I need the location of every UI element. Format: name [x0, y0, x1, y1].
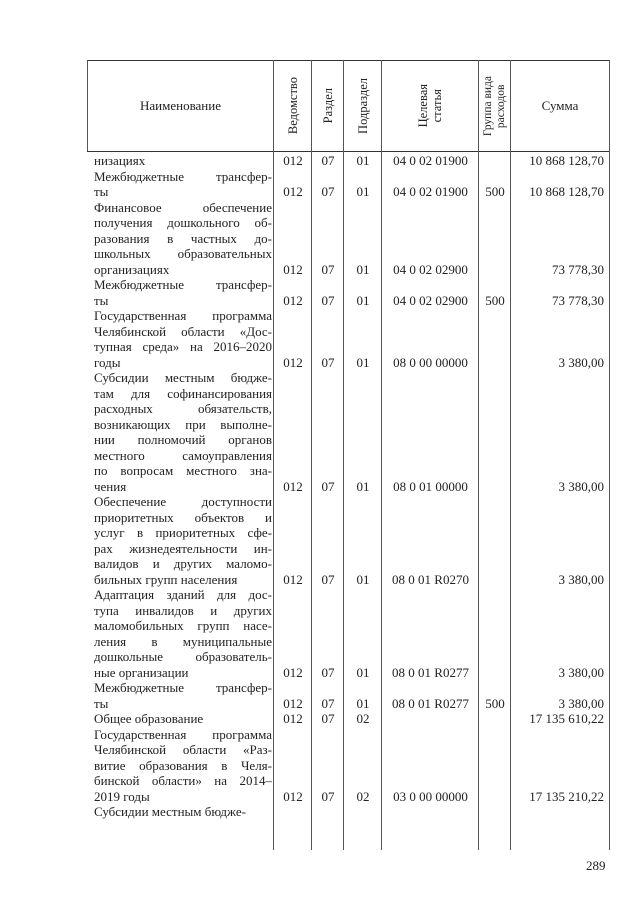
name-line: маломобильных групп насе- [94, 618, 272, 633]
name-line: Межбюджетные трансфер- [94, 168, 272, 184]
celevaya-cell: 04 0 02 01900 [393, 184, 468, 199]
celevaya-cell: 04 0 02 01900 [393, 153, 468, 168]
podrazdel-cell: 01 [356, 292, 370, 308]
name-cell [94, 200, 272, 278]
gruppa-cell: 500 [485, 184, 505, 199]
table-row [87, 680, 610, 711]
header-bottom-border [87, 151, 610, 152]
table-row [87, 308, 610, 370]
summa-cell: 3 380,00 [558, 571, 604, 587]
header-name-label: Наименование [140, 98, 221, 113]
celevaya-cell: 08 0 01 R0277 [392, 695, 469, 711]
razdel-cell: 07 [321, 788, 335, 804]
razdel-cell: 07 [321, 292, 335, 308]
summa-cell: 3 380,00 [558, 478, 604, 494]
name-line: ты [94, 184, 109, 199]
name-line: Общее образование [94, 711, 204, 726]
name-line: Субсидии местным бюдже- [94, 804, 246, 819]
name-line: Государственная программа [94, 726, 272, 742]
table-row [87, 169, 610, 200]
podrazdel-cell: 01 [356, 571, 370, 587]
celevaya-cell: 08 0 01 R0277 [392, 664, 469, 680]
razdel-cell: 07 [321, 695, 335, 711]
celevaya-cell: 04 0 02 02900 [393, 261, 468, 277]
summa-cell: 73 778,30 [552, 292, 604, 308]
name-line: 2019 годы [94, 788, 150, 804]
header-celevaya-line: Целевая [416, 84, 430, 128]
name-line: валидов и других маломо- [94, 556, 272, 571]
header-podrazdel [344, 61, 381, 151]
header-name [88, 61, 273, 151]
summa-cell: 3 380,00 [558, 354, 604, 370]
name-line: Челябинской области «Раз- [94, 742, 272, 757]
name-line: ты [94, 292, 109, 308]
vedomstvo-cell: 012 [283, 354, 303, 370]
name-cell [94, 804, 272, 820]
razdel-cell: 07 [321, 354, 335, 370]
name-line: дошкольные образователь- [94, 649, 272, 664]
table-row [87, 804, 610, 820]
name-line: по вопросам местного зна- [94, 463, 272, 478]
vedomstvo-cell: 012 [283, 664, 303, 680]
summa-cell: 10 868 128,70 [529, 184, 604, 199]
podrazdel-cell: 01 [356, 478, 370, 494]
celevaya-cell: 03 0 00 00000 [393, 788, 468, 804]
name-cell [94, 277, 272, 308]
name-line: Финансовое обеспечение [94, 199, 272, 215]
table-row [87, 370, 610, 494]
table-row [87, 200, 610, 278]
name-cell [94, 153, 272, 169]
name-line: Челябинской области «Дос- [94, 323, 272, 339]
vedomstvo-cell: 012 [283, 184, 303, 199]
name-line: тупа инвалидов и других [94, 602, 272, 618]
vedomstvo-cell: 012 [283, 261, 303, 277]
summa-cell: 17 135 610,22 [529, 711, 604, 726]
name-line: рах жизнедеятельности ин- [94, 540, 272, 556]
gruppa-cell: 500 [485, 292, 505, 308]
name-line: местного самоуправления [94, 447, 272, 463]
vedomstvo-cell: 012 [283, 292, 303, 308]
podrazdel-cell: 01 [356, 184, 370, 199]
gruppa-cell: 500 [485, 695, 505, 711]
header-gruppa-line: Группа вида [481, 75, 494, 137]
name-line: расходных обязательств, [94, 401, 272, 416]
name-line: годы [94, 354, 121, 370]
vedomstvo-cell: 012 [283, 153, 303, 168]
name-cell [94, 169, 272, 200]
budget-table [87, 60, 610, 850]
table-row [87, 494, 610, 587]
podrazdel-cell: 01 [356, 354, 370, 370]
name-cell [94, 727, 272, 805]
name-cell [94, 370, 272, 494]
table-row [87, 587, 610, 680]
name-line: получения дошкольного об- [94, 215, 272, 230]
header-razdel-label: Раздел [320, 88, 335, 124]
celevaya-cell: 08 0 01 00000 [393, 478, 468, 494]
name-cell [94, 494, 272, 587]
name-line: разования в частных до- [94, 230, 272, 246]
name-line: Субсидии местным бюдже- [94, 370, 272, 385]
name-line: Межбюджетные трансфер- [94, 277, 272, 292]
celevaya-cell: 08 0 00 00000 [393, 354, 468, 370]
razdel-cell: 07 [321, 664, 335, 680]
header-summa-label: Сумма [541, 98, 579, 113]
name-cell [94, 680, 272, 711]
name-line: низациях [94, 153, 146, 168]
name-line: витие образования в Челя- [94, 757, 272, 773]
name-line: нии полномочий органов [94, 432, 272, 447]
name-line: бильных групп населения [94, 571, 238, 587]
razdel-cell: 07 [321, 711, 335, 726]
header-gruppa-line: расходов [494, 84, 507, 128]
summa-cell: 10 868 128,70 [529, 153, 604, 168]
header-celevaya-label [416, 84, 444, 127]
name-line: организациях [94, 261, 170, 277]
name-line: Межбюджетные трансфер- [94, 680, 272, 695]
podrazdel-cell: 02 [356, 788, 370, 804]
header-celevaya-line: статья [430, 89, 444, 123]
table-row [87, 727, 610, 805]
summa-cell: 73 778,30 [552, 261, 604, 277]
vedomstvo-cell: 012 [283, 695, 303, 711]
summa-cell: 3 380,00 [558, 695, 604, 711]
name-line: ты [94, 695, 109, 711]
header-razdel [312, 61, 343, 151]
summa-cell: 3 380,00 [558, 664, 604, 680]
header-podrazdel-label: Подраздел [355, 78, 370, 134]
header-vedomstvo-label: Ведомство [285, 77, 300, 135]
celevaya-cell: 08 0 01 R0270 [392, 571, 469, 587]
header-summa [511, 61, 609, 151]
vedomstvo-cell: 012 [283, 571, 303, 587]
name-line: приоритетных объектов и [94, 509, 272, 525]
name-line: чения [94, 478, 127, 494]
name-cell [94, 587, 272, 680]
podrazdel-cell: 01 [356, 695, 370, 711]
name-line: ления в муниципальные [94, 633, 272, 649]
name-line: Государственная программа [94, 308, 272, 323]
razdel-cell: 07 [321, 184, 335, 199]
name-line: возникающих при выполне- [94, 416, 272, 432]
name-cell [94, 308, 272, 370]
name-cell [94, 711, 272, 727]
header-gruppa [479, 61, 510, 151]
podrazdel-cell: 01 [356, 153, 370, 168]
table-row [87, 711, 610, 727]
name-line: Адаптация зданий для дос- [94, 587, 272, 602]
header-celevaya [382, 61, 478, 151]
razdel-cell: 07 [321, 478, 335, 494]
razdel-cell: 07 [321, 261, 335, 277]
vedomstvo-cell: 012 [283, 478, 303, 494]
summa-cell: 17 135 210,22 [529, 788, 604, 804]
razdel-cell: 07 [321, 153, 335, 168]
vedomstvo-cell: 012 [283, 788, 303, 804]
name-line: бинской области» на 2014– [94, 773, 272, 788]
page-number: 289 [586, 858, 606, 873]
podrazdel-cell: 02 [356, 711, 370, 726]
name-line: школьных образовательных [94, 246, 272, 261]
header-gruppa-label [482, 76, 508, 136]
table-row [87, 277, 610, 308]
name-line: тупная среда» на 2016–2020 [94, 339, 272, 354]
celevaya-cell: 04 0 02 02900 [393, 292, 468, 308]
name-line: там для софинансирования [94, 385, 272, 401]
name-line: услуг в приоритетных сфе- [94, 525, 272, 540]
table-row [87, 153, 610, 169]
name-line: ные организации [94, 664, 189, 680]
vedomstvo-cell: 012 [283, 711, 303, 726]
podrazdel-cell: 01 [356, 664, 370, 680]
name-line: Обеспечение доступности [94, 494, 272, 509]
razdel-cell: 07 [321, 571, 335, 587]
header-vedomstvo [274, 61, 311, 151]
podrazdel-cell: 01 [356, 261, 370, 277]
